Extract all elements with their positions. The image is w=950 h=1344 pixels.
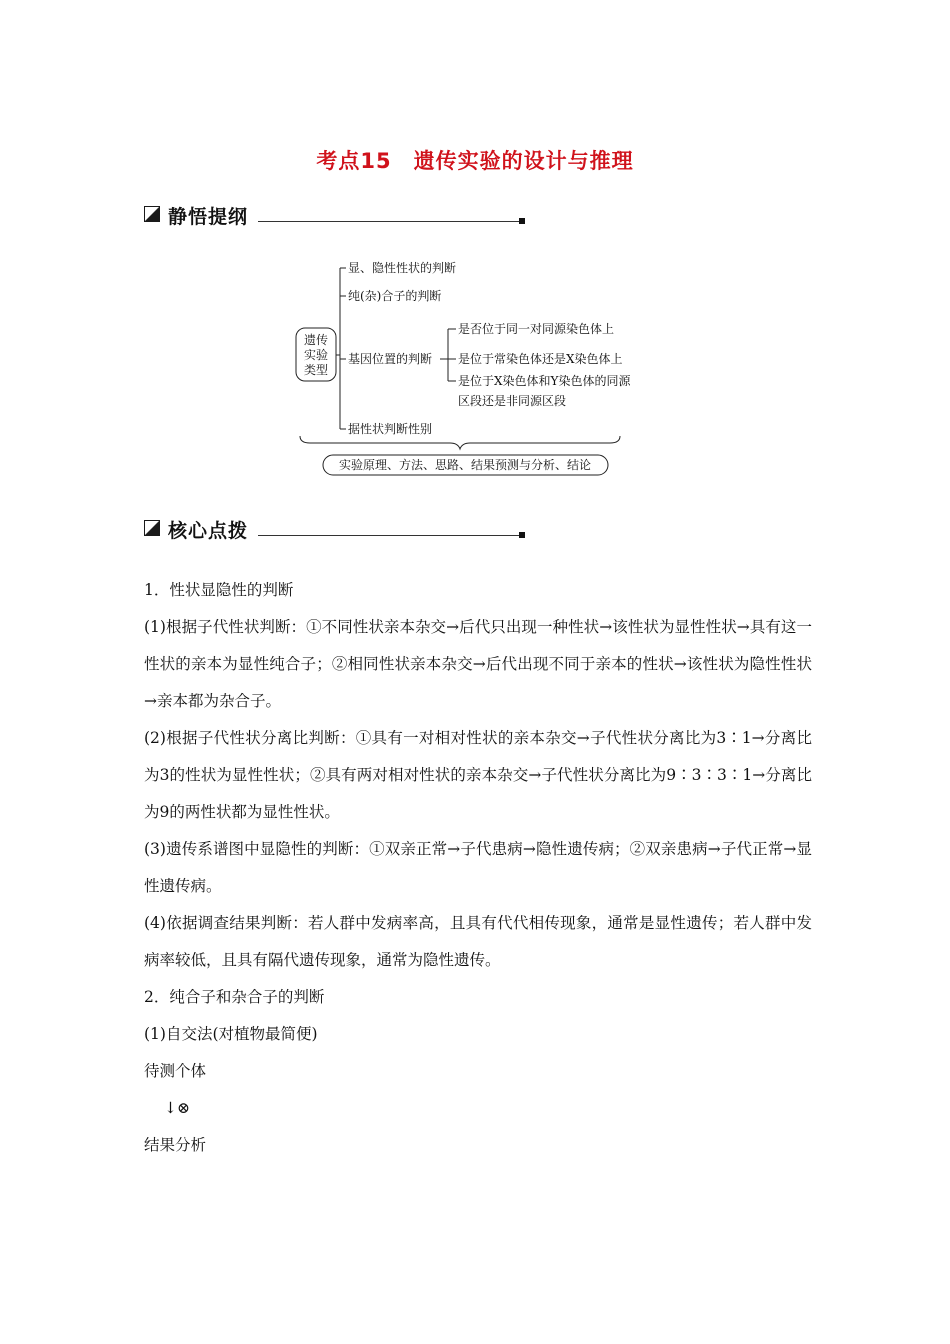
paragraph-2: (2)根据子代性状分离比判断：①具有一对相对性状的亲本杂交→子代性状分离比为3∶1→分离比为3的性状为显性性状；②具有两对相对性状的亲本杂交→子代性状分离比为9∶3∶3∶1→分离比为9的两性状都为显性性状。 xyxy=(144,729,812,821)
root-line-2: 实验 xyxy=(303,348,329,362)
sub-3: 是位于X染色体和Y染色体的同源 xyxy=(458,374,631,388)
title-prefix: 考点15 xyxy=(316,149,392,173)
page-title xyxy=(0,145,950,175)
branch-1: 显、隐性性状的判断 xyxy=(348,261,457,275)
section-header-outline xyxy=(144,202,529,228)
sub-2: 是位于常染色体还是X染色体上 xyxy=(458,352,623,366)
branch-2: 纯(杂)合子的判断 xyxy=(348,289,442,303)
paragraph-5: (1)自交法(对植物最简便) xyxy=(144,1025,318,1043)
heading-1: 1．性状显隐性的判断 xyxy=(144,581,294,599)
section-triangle-icon xyxy=(144,206,160,222)
paragraph-1: (1)根据子代性状判断：①不同性状亲本杂交→后代只出现一种性状→该性状为显性性状→具有这一性状的亲本为显性纯合子；②相同性状亲本杂交→后代出现不同于亲本的性状→该性状为隐性性状→亲本都为杂合子。 xyxy=(144,618,812,710)
paragraph-8: 结果分析 xyxy=(144,1136,207,1154)
paragraph-3: (3)遗传系谱图中显隐性的判断：①双亲正常→子代患病→隐性遗传病；②双亲患病→子代正常→显性遗传病。 xyxy=(144,840,812,895)
body-text xyxy=(144,572,812,1164)
paragraph-4: (4)依据调查结果判断：若人群中发病率高，且具有代代相传现象，通常是显性遗传；若人群中发病率较低，且具有隔代遗传现象，通常为隐性遗传。 xyxy=(144,914,812,969)
section-rule xyxy=(258,221,522,222)
section-header-core xyxy=(144,516,529,542)
footer-text: 实验原理、方法、思路、结果预测与分析、结论 xyxy=(338,458,592,472)
selfing-arrow: ↓⊗ xyxy=(164,1099,190,1117)
root-line-1: 遗传 xyxy=(303,333,329,347)
section-label: 静悟提纲 xyxy=(168,206,249,228)
root-line-3: 类型 xyxy=(303,363,329,377)
heading-2: 2．纯合子和杂合子的判断 xyxy=(144,988,325,1006)
branch-3: 基因位置的判断 xyxy=(348,352,433,366)
section-dot xyxy=(519,532,525,538)
sub-4: 区段还是非同源区段 xyxy=(458,394,567,408)
branch-4: 据性状判断性别 xyxy=(348,422,433,436)
title-main: 遗传实验的设计与推理 xyxy=(413,149,634,173)
paragraph-6: 待测个体 xyxy=(144,1062,207,1080)
section-rule xyxy=(258,535,522,536)
section-triangle-icon xyxy=(144,520,160,536)
section-dot xyxy=(519,218,525,224)
concept-diagram xyxy=(290,255,670,480)
section-label: 核心点拨 xyxy=(168,520,249,542)
sub-1: 是否位于同一对同源染色体上 xyxy=(458,322,615,336)
brace xyxy=(300,436,620,449)
